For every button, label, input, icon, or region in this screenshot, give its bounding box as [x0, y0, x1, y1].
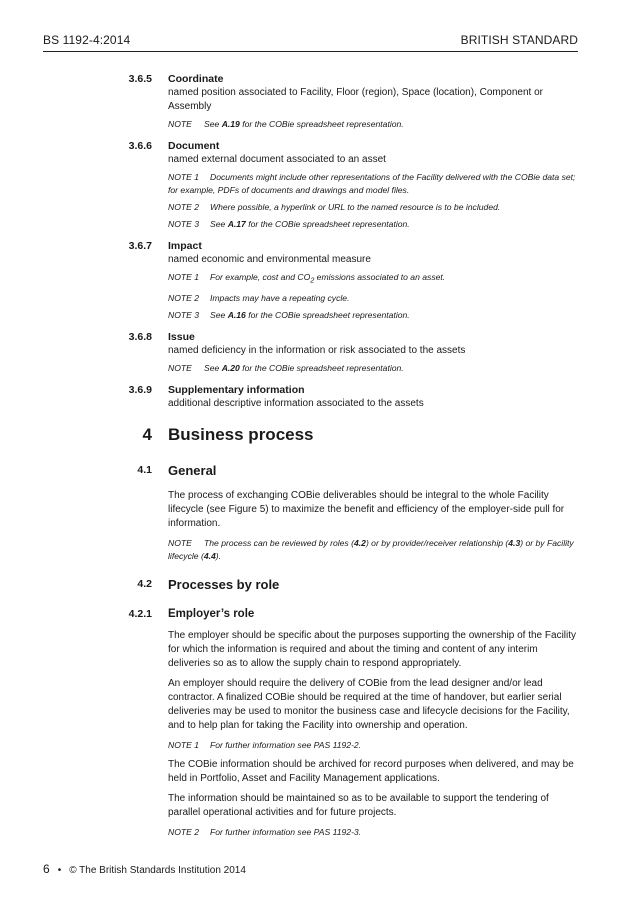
note	[168, 271, 578, 288]
note-text: ) or by Facility lifecycle (	[168, 537, 574, 561]
paragraph: The employer should be specific about the purposes supporting the ownership of the Facility for which the information is required and about the timing and content of any interim deliveries so as to allow the supply chain to respond appropriately.	[168, 629, 577, 669]
definition-3-6-8	[0, 330, 638, 375]
clause-number: 3.6.5	[128, 73, 152, 85]
note-label: NOTE	[168, 537, 192, 548]
annex-reference: A.17	[227, 219, 246, 229]
note-text: for the COBie spreadsheet representation.	[245, 309, 410, 320]
subscript: 2	[310, 276, 315, 285]
header-publisher: BRITISH STANDARD	[460, 33, 578, 47]
section-number: 4.1	[137, 463, 152, 476]
section-number: 4.2	[137, 577, 152, 590]
section-title: Processes by role	[168, 576, 280, 592]
note	[168, 292, 578, 305]
section-title: General	[168, 462, 217, 478]
definition-3-6-6	[0, 139, 638, 231]
paragraph: The information should be maintained so as to be available to support the tendering of parallel operational activities and for future projects.	[168, 792, 549, 818]
clause-number: 3.6.7	[128, 240, 152, 252]
note-label: NOTE 1	[168, 739, 200, 750]
page-number: 6	[43, 862, 50, 876]
note-text: ).	[215, 550, 222, 561]
paragraph: The COBie information should be archived for record purposes when delivered, and may be held in Portfolio, Asset and Facility Management applications.	[168, 758, 574, 784]
header-rule	[43, 51, 578, 52]
annex-reference: A.16	[227, 309, 246, 320]
note-text: for the COBie spreadsheet representation.	[239, 362, 404, 373]
note	[168, 201, 578, 214]
chapter-heading	[0, 425, 638, 449]
note-text: Impacts may have a repeating cycle.	[210, 292, 350, 303]
definition-text: additional descriptive information associated to the assets	[168, 397, 424, 409]
note	[168, 739, 578, 752]
note-label: NOTE 1	[168, 272, 200, 282]
note-label: NOTE 2	[168, 292, 200, 303]
note	[168, 218, 578, 231]
section-heading-4-2	[0, 577, 638, 597]
definition-3-6-7	[0, 239, 638, 322]
paragraph: An employer should require the delivery of COBie from the lead designer and/or lead contractor. A finalized COBie should be required at the time of handover, but earlier serial deliveries may be used to monitor the business case and lifecycle decisions for the Facility, and to help plan for taking the Facility into ownership and operation.	[168, 677, 570, 731]
note-label: NOTE	[168, 119, 192, 129]
bullet-separator: •	[57, 865, 62, 876]
clause-reference: 4.4	[203, 550, 216, 561]
note-text: For further information see PAS 1192-3.	[210, 826, 362, 837]
term: Impact	[168, 240, 202, 252]
definition-text: named position associated to Facility, Floor (region), Space (location), Component or Assembly	[168, 87, 543, 112]
note-text: Where possible, a hyperlink or URL to the named resource is to be included.	[210, 202, 501, 212]
clause-reference: 4.3	[508, 537, 521, 548]
definition-text: named external document associated to an asset	[168, 154, 386, 165]
note-text: See	[210, 219, 228, 229]
section-title: Employer’s role	[168, 607, 255, 620]
note-text: For example, cost and CO	[210, 272, 311, 282]
section-body-4-2-1	[168, 629, 578, 839]
note-text: The process can be reviewed by roles (	[204, 537, 354, 548]
term: Supplementary information	[168, 383, 305, 396]
section-heading-4-2-1	[0, 607, 638, 627]
note-label: NOTE	[168, 362, 192, 373]
clause-number: 3.6.6	[128, 140, 152, 152]
term: Issue	[168, 330, 195, 343]
term: Coordinate	[168, 73, 224, 85]
section-number: 4.2.1	[128, 607, 152, 620]
note	[168, 362, 578, 375]
annex-reference: A.20	[221, 362, 240, 373]
note-text: See	[210, 309, 228, 320]
note-text: See	[204, 119, 222, 129]
note-label: NOTE 3	[168, 219, 200, 229]
note-text: See	[204, 362, 222, 373]
chapter-number: 4	[142, 424, 152, 444]
note-label: NOTE 1	[168, 172, 200, 182]
clause-reference: 4.2	[353, 537, 366, 548]
paragraph: The process of exchanging COBie deliverables should be integral to the whole Facility lifecycle (see Figure 5) to maximize the benefit and efficiency of the employer-side pull for information.	[168, 489, 565, 529]
note-label: NOTE 2	[168, 826, 200, 837]
clause-number: 3.6.8	[128, 330, 152, 343]
note	[168, 537, 578, 563]
page-footer	[43, 862, 246, 876]
definition-text: named deficiency in the information or risk associated to the assets	[168, 344, 466, 356]
note	[168, 118, 578, 131]
clause-number: 3.6.9	[128, 383, 152, 396]
note-label: NOTE 2	[168, 202, 200, 212]
note-text: for the COBie spreadsheet representation.	[245, 219, 410, 229]
annex-reference: A.19	[221, 119, 240, 129]
section-heading-4-1	[0, 463, 638, 483]
definition-3-6-5	[0, 72, 638, 131]
copyright-notice: © The British Standards Institution 2014	[69, 865, 246, 876]
definition-text: named economic and environmental measure	[168, 254, 371, 265]
definition-3-6-9	[0, 383, 638, 411]
note-text: for the COBie spreadsheet representation.	[239, 119, 404, 129]
term: Document	[168, 140, 220, 152]
page-content	[0, 72, 638, 839]
header-standard-number: BS 1192-4:2014	[43, 33, 131, 47]
note-text: For further information see PAS 1192-2.	[210, 739, 362, 750]
note	[168, 171, 578, 197]
note	[168, 826, 578, 839]
chapter-title: Business process	[168, 424, 314, 444]
note-text: emissions associated to an asset.	[314, 272, 446, 282]
note-text: Documents might include other representations of the Facility delivered with the COBie data set; for example, PDFs of documents and drawings and model files.	[168, 172, 576, 195]
section-body-4-1	[168, 489, 578, 563]
note-text: ) or by provider/receiver relationship (	[365, 537, 509, 548]
note	[168, 309, 578, 322]
note-label: NOTE 3	[168, 309, 200, 320]
